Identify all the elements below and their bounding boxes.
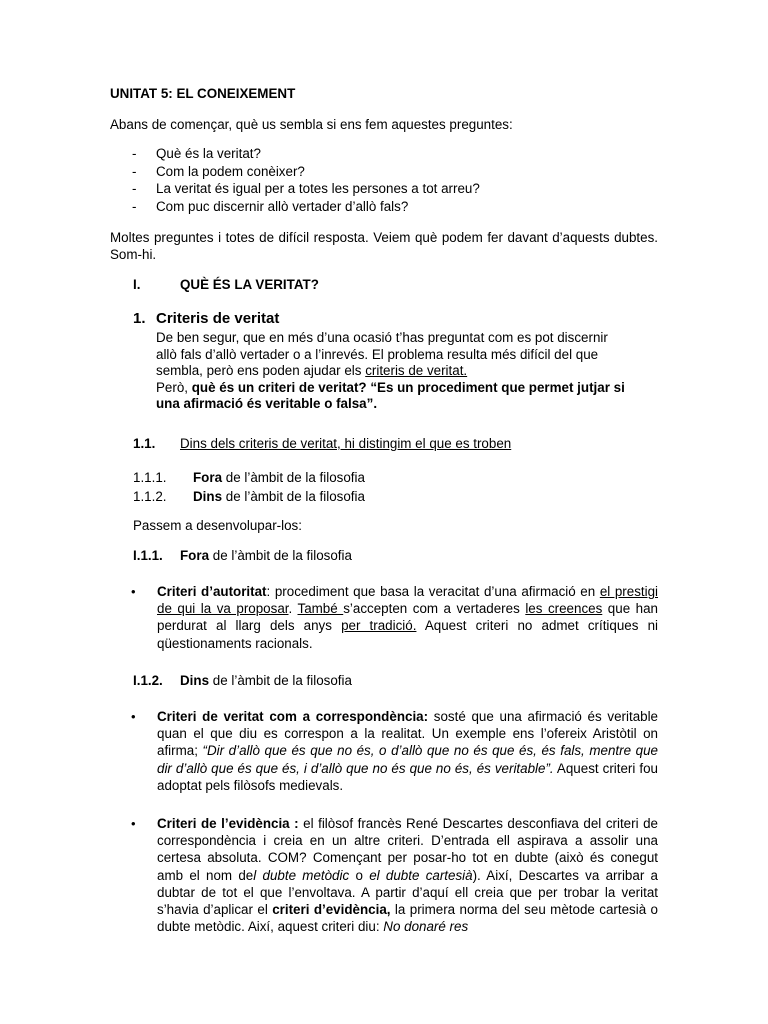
document-page: UNITAT 5: EL CONEIXEMENT Abans de començar, què us sembla si ens fem aquestes preguntes: - Què és la veritat? - Com la podem conèixer? - La veritat és igual per a totes les persones a tot arreu? - Com puc discernir allò vertader d’allò fals? Moltes preguntes i totes de difícil resposta. Veiem què podem fer davant d’aquests dubtes. Som-hi. I. QUÈ ÉS LA VERITAT? 1. Criteris de veritat De ben segur, que en més d’una ocasió t’has preguntat com es pot discernir allò fals d’allò vertader o a l’inrevés. El problema resulta més difícil del que sembla, però ens poden ajudar els criteris de veritat. Però, què és un criteri de veritat? “Es un procediment que permet jutjar si una afirmació és veritable o falsa”. 1.1. Dins dels criteris de veritat, hi distingim el que es troben 1.1.1. Fora de l’àmbit de la filosofia 1.1.2. Dins de l’àmbit de la filosofia Passem a desenvolupar-los: I.1.1. Fora de l’àmbit de la filosofia • Criteri d’autoritat: procediment que basa la veracitat d’una afirmació en el prestigi de qui la va proposar. També s’accepten com a vertaderes les creences que han perdurat al llarg dels anys per tradició. Aquest criteri no admet crítiques ni qüestionaments racionals. I.1.2. Dins de l’àmbit de la filosofia • Criteri de veritat com a correspondència: sosté que una afirmació és veritable quan el que diu es correspon a la realitat. Un exemple ens l’ofereix Aristòtil on afirma; “Dir d’allò que és que no és, o d’allò que no és que és, és fals, mentre que dir d’allò que és que és, i d’allò que no és que no és, és veritable”. Aquest criteri fou adoptat pels filòsofs medievals. • Criteri de l’evidència : el filòsof francès René Descartes desconfiava del criteri de correspondència i creia en un altre criteri. D’entrada ell aspirava a assolir una certesa absoluta. COM? Començant per posar-ho tot en dubte (això és conegut amb el nom del dubte metòdic o el dubte cartesià). Així, Descartes va arribar a dubtar de tot el que l’envoltava. A partir d’aquí ell creia que per trobar la veritat s’havia d’aplicar el criteri d’evidència, la primera norma del seu mètode cartesià o dubte metòdic. Així, aquest criteri diu: No donaré res — [110, 86, 659, 935]
bullet-icon: • — [131, 709, 136, 724]
correspondencia-paragraph: Criteri de veritat com a correspondència: sosté que una afirmació és veritable quan el que diu es correspon a la realitat. Un exemple ens l’ofereix Aristòtil on afirma; “Dir d’allò que és que no és, o d’allò que no és que és, és fals, mentre que dir d’allò que és que és, i d’allò que no és que no és, és veritable”. Aquest criteri fou adoptat pels filòsofs medievals. — [157, 709, 659, 793]
bullet-icon: • — [131, 816, 136, 831]
intro-text: Abans de començar, què us sembla si ens fem aquestes preguntes: — [110, 117, 513, 132]
evidencia-paragraph: Criteri de l’evidència : el filòsof francès René Descartes desconfiava del criteri de correspondència i creia en un altre criteri. D’entrada ell aspirava a assolir una certesa absoluta. COM? Començant per posar-ho tot en dubte (això és conegut amb el nom del dubte metòdic o el dubte cartesià). Així, Descartes va arribar a dubtar de tot el que l’envoltava. A partir d’aquí ell creia que per trobar la veritat s’havia d’aplicar el criteri d’evidència, la primera norma del seu mètode cartesià o dubte metòdic. Així, aquest criteri diu: No donaré res — [157, 816, 659, 935]
heading-number: 1. — [133, 310, 146, 327]
heading-title: Criteris de veritat — [156, 310, 280, 327]
subheading-1-1: 1.1. Dins dels criteris de veritat, hi distingim el que es troben — [133, 436, 512, 451]
subheading-1-1-1: 1.1.1. Fora de l’àmbit de la filosofia — [133, 470, 365, 485]
heading-I-1-1: I.1.1. Fora de l’àmbit de la filosofia — [133, 548, 352, 563]
subheading-1-1-2: 1.1.2. Dins de l’àmbit de la filosofia — [133, 489, 365, 504]
bullet-icon: • — [131, 584, 136, 599]
intro-paragraph: Moltes preguntes i totes de difícil resposta. Veiem què podem fer davant d’aquests dubtes. Som-hi. — [110, 230, 658, 262]
autoritat-paragraph: Criteri d’autoritat: procediment que basa la veracitat d’una afirmació en el prestigi de qui la va proposar. També s’accepten com a vertaderes les creences que han perdurat al llarg dels anys per tradició. Aquest criteri no admet crítiques ni qüestionaments racionals. — [157, 584, 659, 651]
heading-I-1-2: I.1.2. Dins de l’àmbit de la filosofia — [133, 673, 352, 688]
criteris-paragraph: De ben segur, que en més d’una ocasió t’has preguntat com es pot discernir allò fals d’allò vertader o a l’inrevés. El problema resulta més difícil del que sembla, però ens poden ajudar els criteris de veritat. Però, què és un criteri de veritat? “Es un procediment que permet jutjar si una afirmació és veritable o falsa”. — [156, 330, 625, 411]
document-title: UNITAT 5: EL CONEIXEMENT — [110, 86, 296, 101]
section-heading: I. QUÈ ÉS LA VERITAT? — [133, 277, 319, 292]
passem-text: Passem a desenvolupar-los: — [133, 518, 302, 533]
